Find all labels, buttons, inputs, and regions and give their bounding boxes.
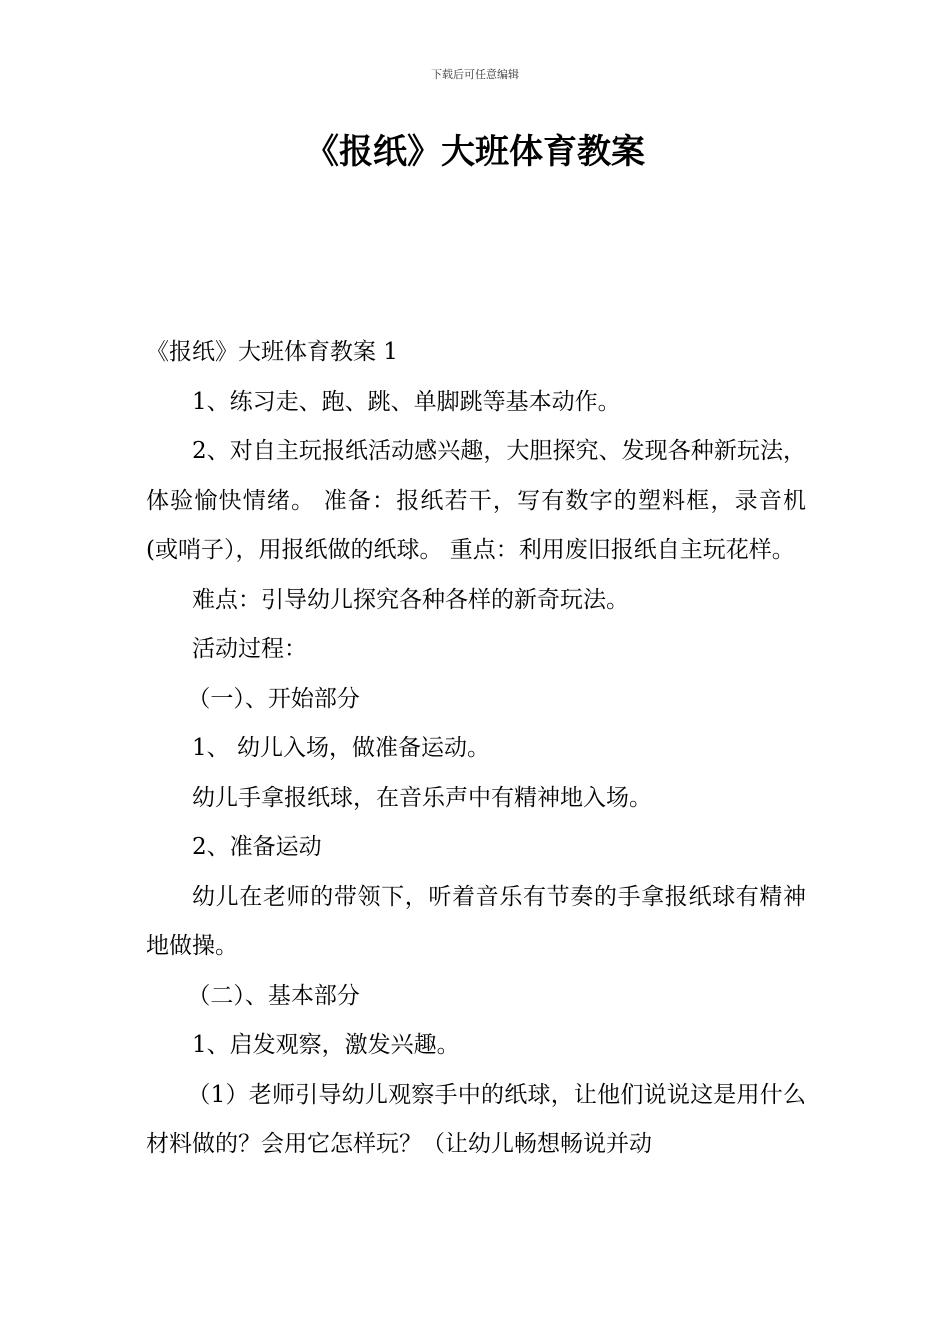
paragraph: 2、对自主玩报纸活动感兴趣，大胆探究、发现各种新玩法，体验愉快情绪。 准备：报纸若干，写有数字的塑料框，录音机(或哨子），用报纸做的纸球。 重点：利用废旧报纸自主玩花样。 — [146, 438, 806, 563]
paragraph: 幼儿在老师的带领下，听着音乐有节奏的手拿报纸球有精神地做操。 — [146, 883, 806, 959]
paragraph: （一）、开始部分 — [187, 685, 360, 712]
paragraph: 1、练习走、跑、跳、单脚跳等基本动作。 — [192, 388, 621, 415]
paragraph: （1）老师引导幼儿观察手中的纸球，让他们说说这是用什么材料做的？会用它怎样玩？（让幼儿畅想畅说并动 — [146, 1081, 806, 1157]
document-title: 《报纸》大班体育教案 — [305, 132, 645, 172]
paragraph: （二）、基本部分 — [187, 982, 360, 1009]
paragraph: 1、启发观察，激发兴趣。 — [192, 1032, 460, 1058]
paragraph: 难点：引导幼儿探究各种各样的新奇玩法。 — [192, 586, 629, 613]
section-heading: 《报纸》大班体育教案 1 — [146, 339, 398, 365]
document-body — [146, 328, 806, 1170]
paragraph: 活动过程： — [192, 636, 307, 662]
paragraph: 幼儿手拿报纸球，在音乐声中有精神地入场。 — [192, 784, 652, 811]
header-note: 下载后可任意编辑 — [431, 68, 519, 81]
paragraph: 2、准备运动 — [192, 834, 322, 860]
paragraph: 1、 幼儿入场，做准备运动。 — [192, 735, 490, 761]
